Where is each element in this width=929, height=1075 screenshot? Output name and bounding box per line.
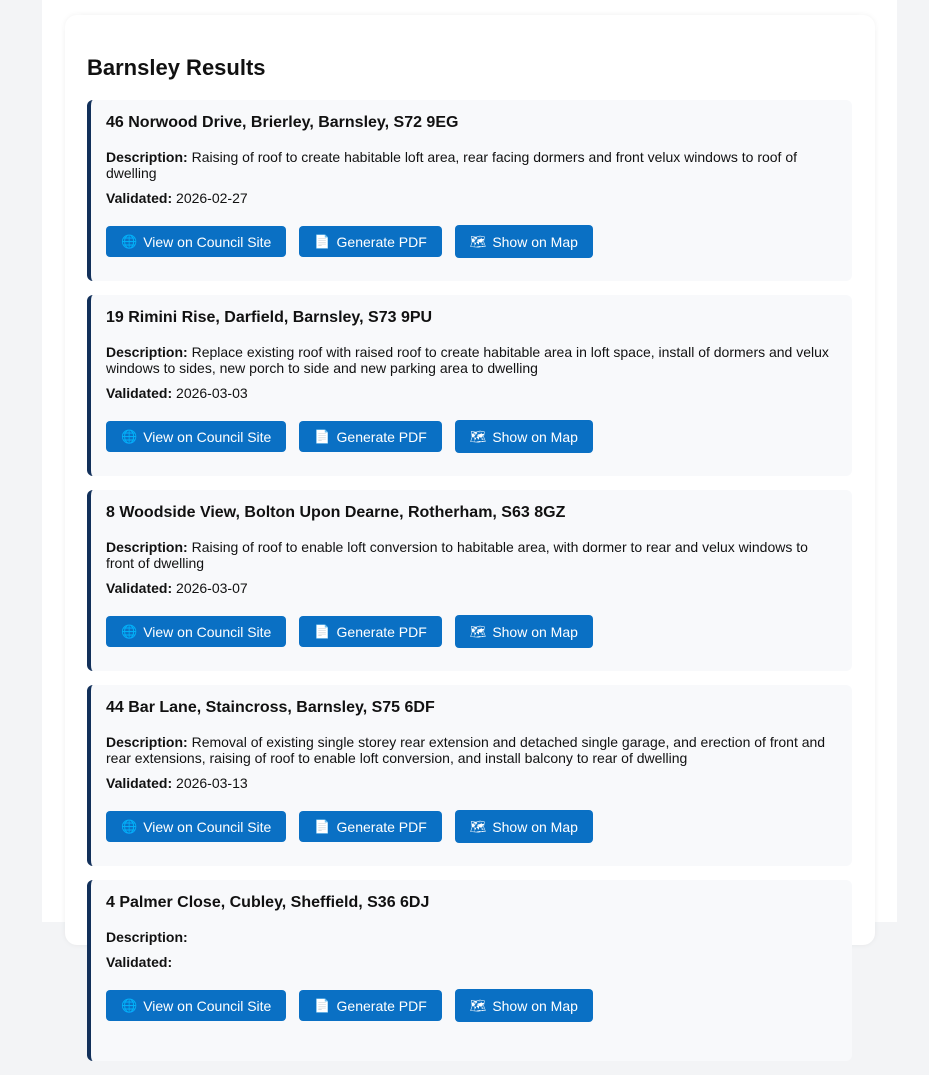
result-card	[87, 295, 852, 476]
button-label: View on Council Site	[143, 818, 272, 835]
description-label: Description:	[106, 539, 188, 555]
document-icon: 📄	[314, 623, 331, 639]
validated-label: Validated:	[106, 954, 173, 970]
button-label: Show on Map	[492, 623, 578, 640]
button-label: Show on Map	[492, 818, 578, 835]
button-label: Generate PDF	[336, 623, 427, 640]
generate-pdf-button[interactable]	[299, 616, 441, 647]
result-actions	[106, 989, 837, 1022]
generate-pdf-button[interactable]	[299, 421, 441, 452]
result-actions	[106, 225, 837, 258]
view-council-site-button[interactable]	[106, 616, 286, 647]
show-on-map-button[interactable]	[455, 810, 593, 843]
result-validated	[106, 775, 837, 791]
map-icon: 🗺	[469, 623, 487, 639]
result-validated	[106, 190, 837, 206]
globe-icon: 🌐	[121, 997, 138, 1013]
results-list	[87, 100, 852, 1075]
show-on-map-button[interactable]	[455, 615, 593, 648]
view-council-site-button[interactable]	[106, 990, 286, 1021]
button-label: View on Council Site	[143, 997, 272, 1014]
result-card	[87, 490, 852, 671]
globe-icon: 🌐	[121, 233, 138, 249]
show-on-map-button[interactable]	[455, 989, 593, 1022]
result-validated	[106, 954, 837, 970]
results-panel	[65, 15, 875, 1014]
result-card	[87, 880, 852, 1061]
result-validated	[106, 385, 837, 401]
description-label: Description:	[106, 734, 188, 750]
button-label: Generate PDF	[336, 997, 427, 1014]
page-title: Barnsley Results	[87, 55, 266, 80]
map-icon: 🗺	[469, 997, 487, 1013]
description-text: Removal of existing single storey rear extension and detached single garage, and erection of front and rear extensions, raising of roof to enable loft conversion, and install balcony to rear of dwelling	[106, 734, 826, 766]
button-label: Generate PDF	[336, 818, 427, 835]
globe-icon: 🌐	[121, 428, 138, 444]
result-card	[87, 100, 852, 281]
result-address: 8 Woodside View, Bolton Upon Dearne, Rotherham, S63 8GZ	[106, 504, 566, 521]
result-description	[106, 929, 837, 945]
description-label: Description:	[106, 929, 188, 945]
button-label: View on Council Site	[143, 428, 272, 445]
show-on-map-button[interactable]	[455, 420, 593, 453]
validated-label: Validated:	[106, 385, 173, 401]
description-text: Raising of roof to create habitable loft area, rear facing dormers and front velux windows to roof of dwelling	[106, 149, 798, 181]
description-label: Description:	[106, 149, 188, 165]
result-address: 19 Rimini Rise, Darfield, Barnsley, S73 9PU	[106, 309, 433, 326]
view-council-site-button[interactable]	[106, 226, 286, 257]
view-council-site-button[interactable]	[106, 421, 286, 452]
description-text: Raising of roof to enable loft conversion to habitable area, with dormer to rear and velux windows to front of dwelling	[106, 539, 808, 571]
button-label: Generate PDF	[336, 428, 427, 445]
description-text: Replace existing roof with raised roof to create habitable area in loft space, install of dormers and velux windows to sides, new porch to side and new parking area to dwelling	[106, 344, 829, 376]
document-icon: 📄	[314, 818, 331, 834]
button-label: Show on Map	[492, 233, 578, 250]
document-icon: 📄	[314, 233, 331, 249]
result-validated	[106, 580, 837, 596]
result-address: 4 Palmer Close, Cubley, Sheffield, S36 6DJ	[106, 894, 430, 911]
page-container	[42, 0, 897, 1014]
result-description	[106, 149, 837, 181]
validated-label: Validated:	[106, 190, 173, 206]
view-council-site-button[interactable]	[106, 811, 286, 842]
show-on-map-button[interactable]	[455, 225, 593, 258]
button-label: View on Council Site	[143, 623, 272, 640]
result-description	[106, 734, 837, 766]
map-icon: 🗺	[469, 818, 487, 834]
globe-icon: 🌐	[121, 623, 138, 639]
result-actions	[106, 810, 837, 843]
validated-date: 2026-02-27	[176, 190, 248, 206]
generate-pdf-button[interactable]	[299, 990, 441, 1021]
validated-date: 2026-03-07	[176, 580, 248, 596]
document-icon: 📄	[314, 997, 331, 1013]
result-address: 46 Norwood Drive, Brierley, Barnsley, S72 9EG	[106, 114, 459, 131]
generate-pdf-button[interactable]	[299, 226, 441, 257]
description-label: Description:	[106, 344, 188, 360]
document-icon: 📄	[314, 428, 331, 444]
result-address: 44 Bar Lane, Staincross, Barnsley, S75 6DF	[106, 699, 435, 716]
button-label: Show on Map	[492, 428, 578, 445]
map-icon: 🗺	[469, 428, 487, 444]
result-actions	[106, 420, 837, 453]
map-icon: 🗺	[469, 233, 487, 249]
button-label: Generate PDF	[336, 233, 427, 250]
result-card	[87, 685, 852, 866]
generate-pdf-button[interactable]	[299, 811, 441, 842]
button-label: View on Council Site	[143, 233, 272, 250]
result-actions	[106, 615, 837, 648]
button-label: Show on Map	[492, 997, 578, 1014]
validated-date: 2026-03-03	[176, 385, 248, 401]
validated-label: Validated:	[106, 775, 173, 791]
result-description	[106, 344, 837, 376]
validated-label: Validated:	[106, 580, 173, 596]
validated-date: 2026-03-13	[176, 775, 248, 791]
result-description	[106, 539, 837, 571]
globe-icon: 🌐	[121, 818, 138, 834]
